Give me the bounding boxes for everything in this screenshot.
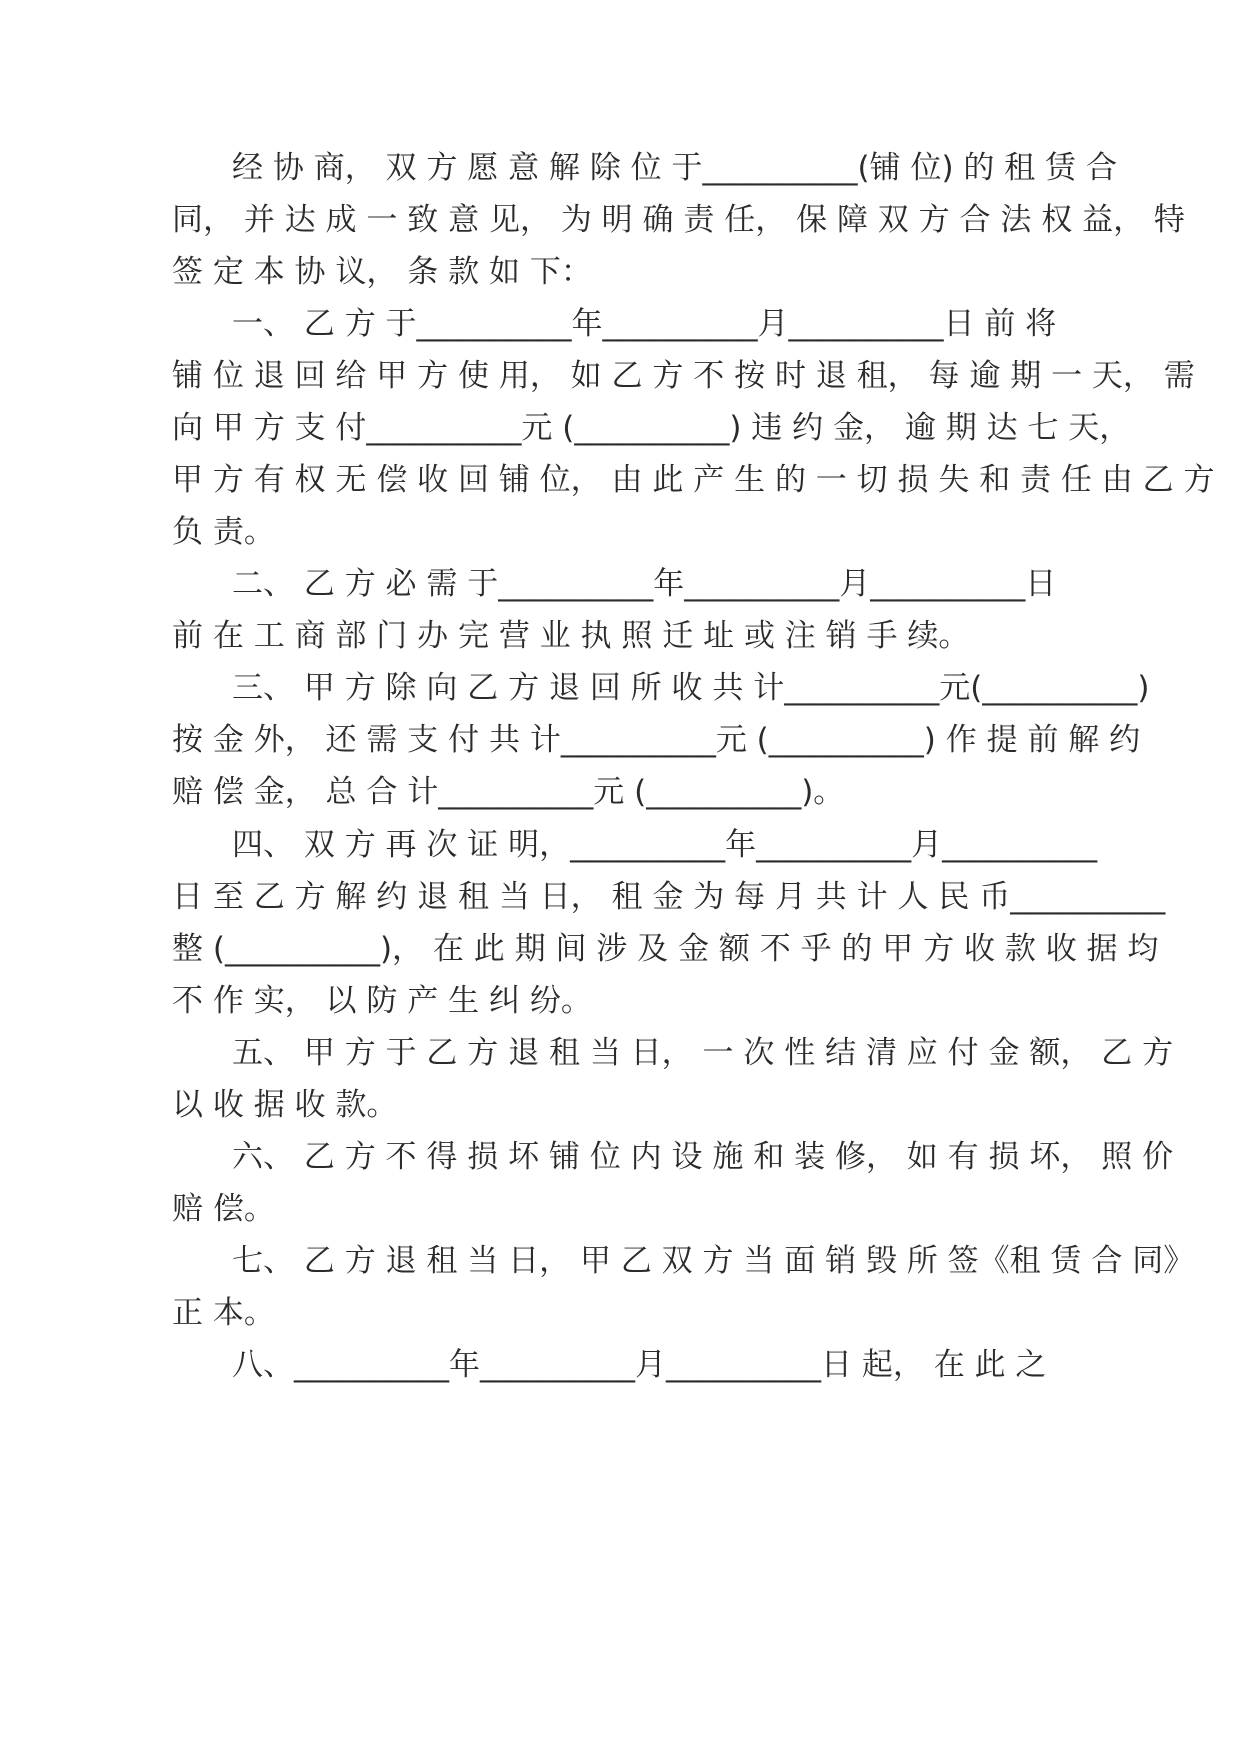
document-line: 甲 方 有 权 无 偿 收 回 铺 位， 由 此 产 生 的 一 切 损 失 和 责 任 由 乙 方 — [172, 462, 1215, 498]
document-line: 赔 偿。 — [172, 1191, 275, 1227]
document-line: 签 定 本 协 议， 条 款 如 下： — [172, 254, 592, 290]
document-line: 铺 位 退 回 给 甲 方 使 用， 如 乙 方 不 按 时 退 租， 每 逾 期 一 天， 需 — [172, 358, 1195, 394]
document-line: 八、__________年__________月__________日 起， 在 此 之 — [232, 1347, 1047, 1383]
document-line: 五、 甲 方 于 乙 方 退 租 当 日， 一 次 性 结 清 应 付 金 额， 乙 方 — [232, 1035, 1174, 1071]
document-line: 负 责。 — [172, 514, 275, 550]
document-line: 向 甲 方 支 付__________元 (__________) 违 约 金， 逾 期 达 七 天， — [172, 410, 1131, 446]
document-line: 正 本。 — [172, 1295, 275, 1331]
document-line: 日 至 乙 方 解 约 退 租 当 日， 租 金 为 每 月 共 计 人 民 币__________ — [172, 879, 1166, 915]
document-line: 六、 乙 方 不 得 损 坏 铺 位 内 设 施 和 装 修， 如 有 损 坏， 照 价 — [232, 1139, 1174, 1175]
document-line: 前 在 工 商 部 门 办 完 营 业 执 照 迁 址 或 注 销 手 续。 — [172, 618, 970, 654]
document-line: 一、 乙 方 于__________年__________月__________日 前 将 — [232, 306, 1057, 342]
document-line: 同， 并 达 成 一 致 意 见， 为 明 确 责 任， 保 障 双 方 合 法 权 益， 特 — [172, 202, 1185, 238]
document-line: 赔 偿 金， 总 合 计__________元 (__________)。 — [172, 774, 845, 810]
document-line: 按 金 外， 还 需 支 付 共 计__________元 (__________) 作 提 前 解 约 — [172, 722, 1141, 758]
document-line: 七、 乙 方 退 租 当 日， 甲 乙 双 方 当 面 销 毁 所 签《租 赁 合 同》 — [232, 1243, 1195, 1279]
document-line: 四、 双 方 再 次 证 明，__________年__________月__________ — [232, 827, 1098, 863]
document-line: 不 作 实， 以 防 产 生 纠 纷。 — [172, 983, 592, 1019]
document-line: 二、 乙 方 必 需 于__________年__________月__________日 — [232, 566, 1057, 602]
document-line: 整 (__________)， 在 此 期 间 涉 及 金 额 不 乎 的 甲 方 收 款 收 据 均 — [172, 931, 1159, 967]
document-line: 三、 甲 方 除 向 乙 方 退 回 所 收 共 计__________元(__________) — [232, 670, 1150, 706]
document-line: 以 收 据 收 款。 — [172, 1087, 398, 1123]
document-line: 经 协 商， 双 方 愿 意 解 除 位 于__________(铺 位) 的 租 赁 合 — [232, 150, 1117, 186]
